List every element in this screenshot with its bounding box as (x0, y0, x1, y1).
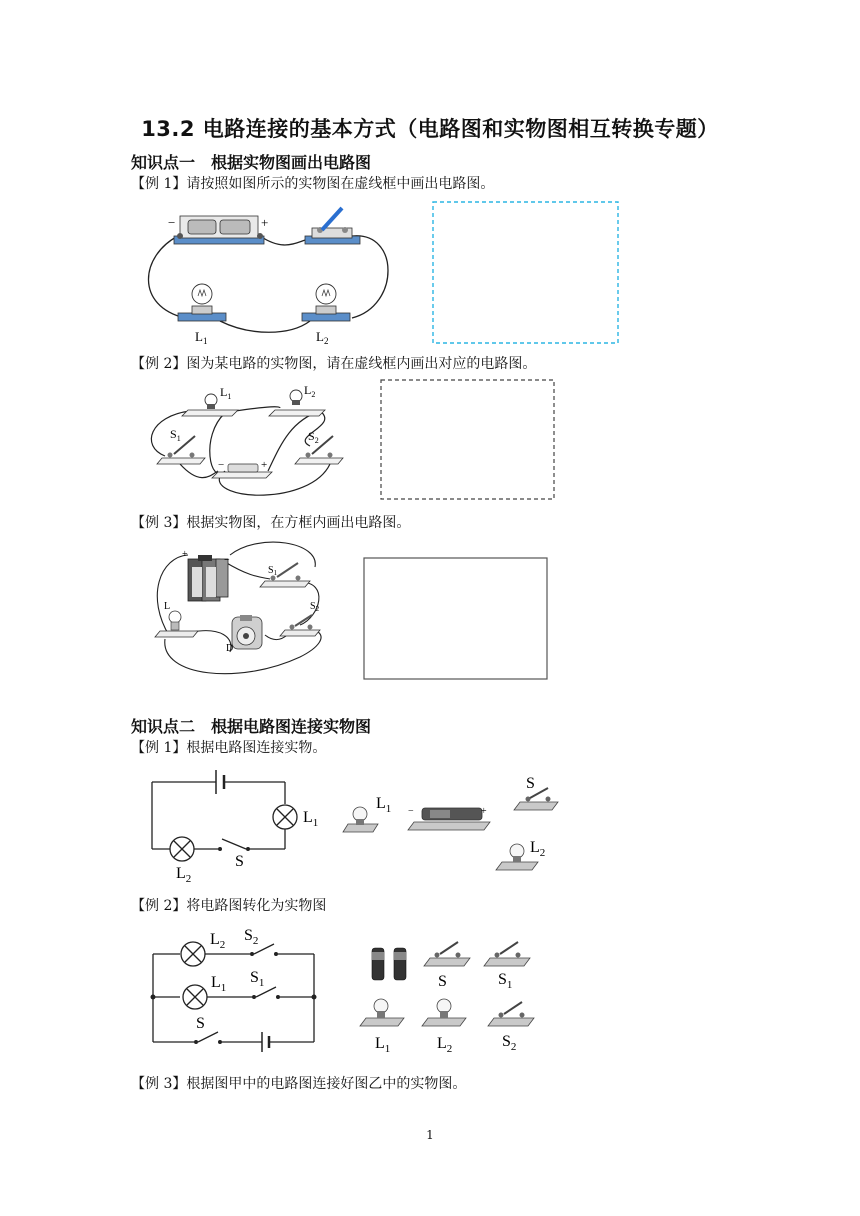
page-number: 1 (426, 1128, 434, 1142)
example-1-figure (140, 196, 640, 348)
motor-icon (232, 615, 262, 649)
switch-icon (305, 208, 360, 244)
page-title: 13.2 电路连接的基本方式（电路图和实物图相互转换专题） (141, 117, 719, 141)
switch-s1-icon (484, 942, 530, 966)
l2-label: $L_2$ (316, 329, 329, 346)
switch-s1-icon (157, 436, 205, 464)
s2-label: $S_2$ (244, 927, 259, 947)
l1-label: $L_1$ (303, 809, 319, 829)
l1-label: $L_1$ (211, 974, 227, 994)
lamp-label: L (164, 601, 171, 612)
s-label: S (235, 853, 244, 870)
l2-label: $L_2$ (176, 865, 192, 885)
battery-plus-label: + (261, 459, 268, 471)
lamp-icon (155, 611, 198, 637)
example-3-figure (140, 537, 560, 685)
switch-symbol-icon (222, 839, 246, 849)
l1-label: $L_1$ (195, 329, 208, 346)
example-1-prompt: 【例 1】请按照如图所示的实物图在虚线框中画出电路图。 (131, 176, 495, 192)
example-5-prompt: 【例 2】将电路图转化为实物图 (131, 898, 327, 914)
s1-label: $S_1$ (250, 969, 265, 989)
l2-label: $L_2$ (304, 383, 316, 399)
circuit-diagram-1 (140, 762, 600, 887)
example-2-figure (140, 376, 570, 506)
l1-component-label: $L_1$ (375, 1035, 391, 1055)
switch-s2-icon (488, 1002, 534, 1026)
s-component-label: S (438, 973, 447, 990)
battery-pack-icon (188, 555, 228, 601)
s2-label: $S_2$ (310, 601, 320, 613)
switch-s2-icon (295, 436, 343, 464)
answer-box-3[interactable] (364, 558, 547, 679)
answer-box-1[interactable] (433, 202, 618, 343)
battery-minus-label: − (224, 555, 230, 566)
s1-label: $S_1$ (268, 565, 278, 577)
switch-s-icon (424, 942, 470, 966)
switch-icon (514, 788, 558, 810)
section-heading-1: 知识点一 根据实物图画出电路图 (131, 153, 372, 172)
bulb-l2-icon (422, 999, 466, 1026)
example-2-prompt: 【例 2】图为某电路的实物图，请在虚线框内画出对应的电路图。 (131, 356, 537, 372)
bulb-l2-icon (302, 284, 350, 321)
answer-box-2[interactable] (381, 380, 554, 499)
switch-s-symbol-icon (198, 1032, 218, 1042)
l1-component-label: $L_1$ (376, 795, 392, 815)
battery-minus-label: − (168, 215, 176, 230)
l2-component-label: $L_2$ (437, 1035, 453, 1055)
battery-holder-icon (408, 808, 490, 830)
s2-label: $S_2$ (308, 429, 319, 445)
l2-label: $L_2$ (210, 931, 226, 951)
bulb-l1-icon (178, 284, 226, 321)
switch-s2-icon (280, 615, 320, 636)
motor-label: D (226, 643, 234, 654)
example-4-prompt: 【例 1】根据电路图连接实物。 (131, 740, 327, 756)
batteries-icon (372, 948, 406, 980)
s-component-label: S (526, 775, 535, 792)
battery-plus-label: + (182, 549, 188, 560)
battery-minus-label: − (408, 806, 414, 817)
circuit-diagram-2 (140, 922, 560, 1062)
example-3-prompt: 【例 3】根据实物图，在方框内画出电路图。 (131, 515, 411, 531)
bulb-l1-icon (360, 999, 404, 1026)
bulb-l1-icon (343, 807, 378, 832)
s-label: S (196, 1015, 205, 1032)
section-heading-2: 知识点二 根据电路图连接实物图 (131, 717, 372, 736)
battery-plus-label: + (481, 806, 487, 817)
l2-component-label: $L_2$ (530, 839, 546, 859)
example-6-prompt: 【例 3】根据图甲中的电路图连接好图乙中的实物图。 (131, 1076, 467, 1092)
s1-label: $S_1$ (170, 427, 181, 443)
s1-component-label: $S_1$ (498, 971, 513, 991)
l1-label: $L_1$ (220, 385, 232, 401)
battery-minus-label: − (218, 459, 225, 471)
battery-holder-icon (174, 216, 264, 244)
battery-plus-label: + (261, 215, 269, 230)
s2-component-label: $S_2$ (502, 1033, 517, 1053)
bulb-l2-icon (269, 390, 325, 416)
